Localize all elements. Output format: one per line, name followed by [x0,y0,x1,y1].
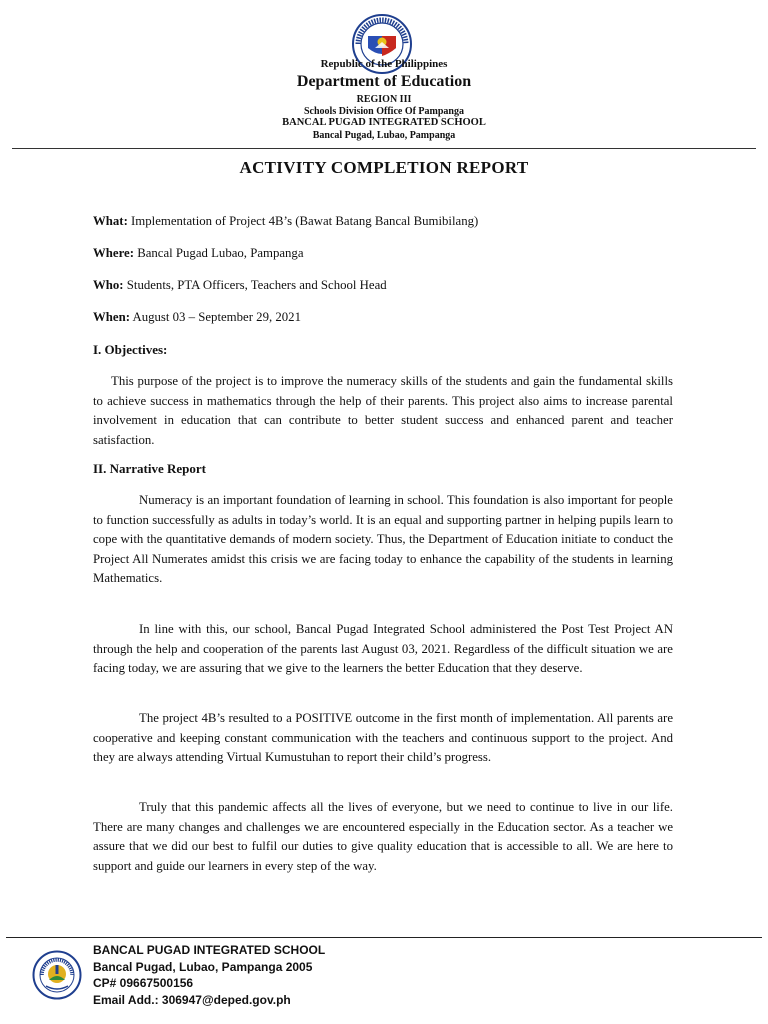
field-when [93,310,673,325]
school-seal-icon [32,950,82,1000]
objectives-paragraph: This purpose of the project is to improve the numeracy skills of the students and gain the fundamental skills to achieve success in mathematics through the help of their parents. This project also aims to increase parental involvement in education that can contribute to better student success and enhanced parent and teacher satisfaction. [93,374,673,447]
field-label: What: [93,214,128,228]
narrative-heading: II. Narrative Report [93,461,206,476]
field-value: August 03 – September 29, 2021 [132,310,301,324]
footer-phone: CP# 09667500156 [93,976,194,990]
footer-school-name: BANCAL PUGAD INTEGRATED SCHOOL [93,943,326,957]
field-value: Bancal Pugad Lubao, Pampanga [137,246,304,260]
header-divider [12,148,756,149]
republic-text: Republic of the Philippines [320,58,448,70]
footer-email: Email Add.: 306947@deped.gov.ph [93,992,291,1007]
field-label: When: [93,310,130,324]
narrative-paragraph: The project 4B’s resulted to a POSITIVE outcome in the first month of implementation. All parents are cooperative and keeping constant communication with the teachers and continuous support to the project. And they are always attending Virtual Kumustuhan to report their child’s progress. [93,711,673,765]
narrative-paragraph: Truly that this pandemic affects all the lives of everyone, but we need to continue to live in our life. There are many changes and challenges we are encountered especially in the Education sector. As a teacher we assure that we did our best to fulfil our duties to give quality education that is accessible to all. We are here to support and guide our learners in every step of the way. [93,800,673,873]
department-name: Department of Education [296,72,472,90]
objectives-heading: I. Objectives: [93,342,168,357]
field-who [93,278,673,293]
narrative-paragraph: In line with this, our school, Bancal Pugad Integrated School administered the Post Test Project AN through the help and cooperation of the parents last August 03, 2021. Regardless of the difficult situation we are facing today, we are assuring that we give to the learners the better Education that they deserve. [93,622,673,676]
division-text: Schools Division Office Of Pampanga [303,105,464,117]
footer-divider [6,937,762,938]
field-label: Who: [93,278,124,292]
school-address: Bancal Pugad, Lubao, Pampanga [312,129,456,141]
field-value: Implementation of Project 4B’s (Bawat Batang Bancal Bumibilang) [131,214,479,228]
region-text: REGION III [356,93,412,105]
field-where [93,246,673,261]
report-title: ACTIVITY COMPLETION REPORT [239,158,529,177]
narrative-paragraph: Numeracy is an important foundation of learning in school. This foundation is also important for people to function successfully as adults in today’s world. It is an equal and supporting partner in helping pupils learn to cope with the quantitative demands of modern society. Thus, the Department of Education initiate to conduct the Project All Numerates amidst this crisis we are facing today to enhance the capability of the students in learning Mathematics. [93,493,673,586]
letterhead [0,58,768,142]
footer-address: Bancal Pugad, Lubao, Pampanga 2005 [93,959,313,974]
field-value: Students, PTA Officers, Teachers and School Head [126,278,387,292]
field-label: Where: [93,246,134,260]
footer-contact [93,942,325,1008]
field-what [93,214,673,229]
school-name: BANCAL PUGAD INTEGRATED SCHOOL [282,117,486,129]
